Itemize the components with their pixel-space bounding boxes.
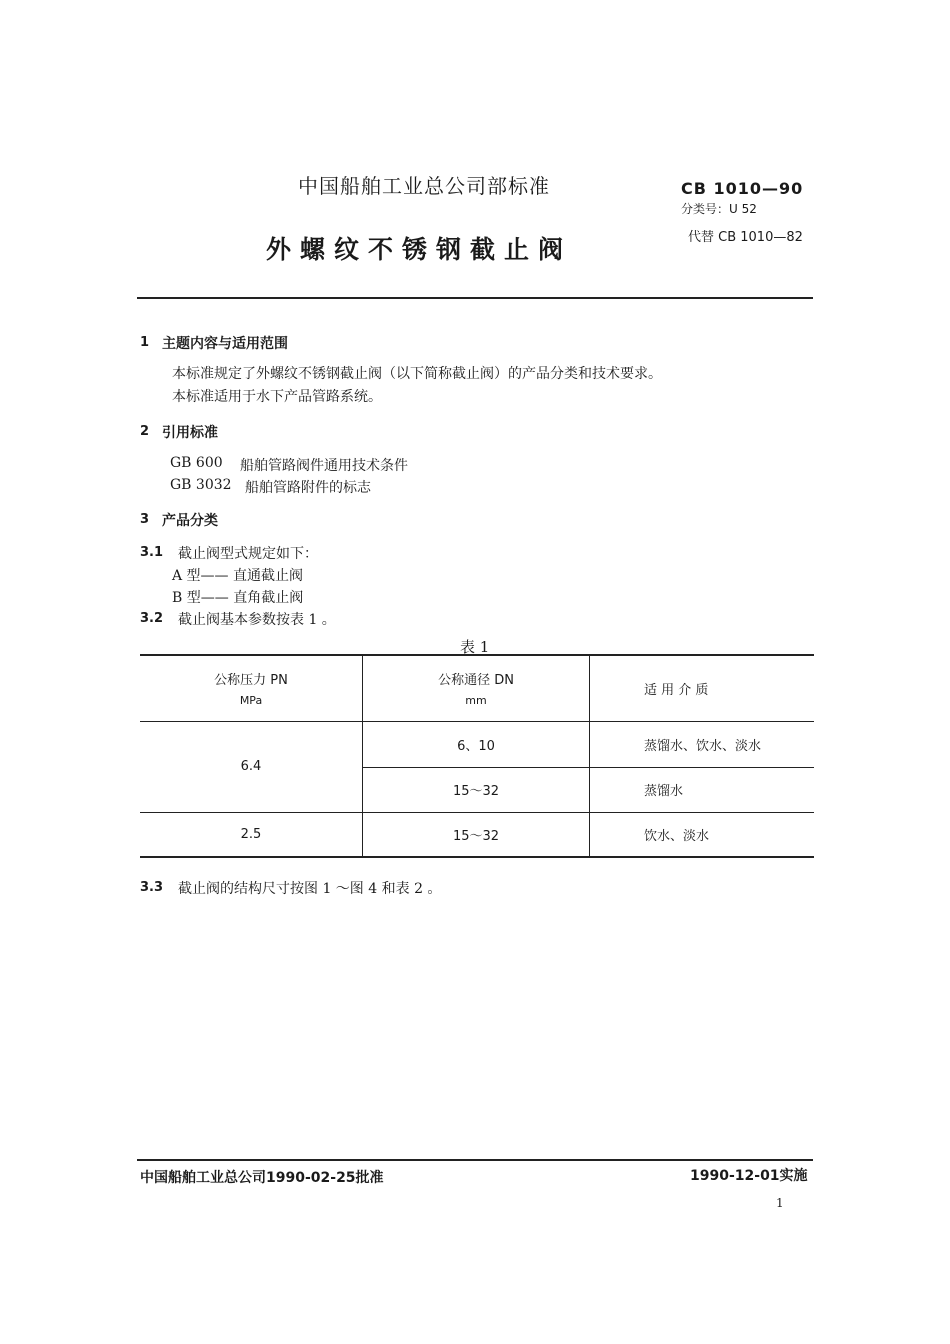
header-pn-unit: MPa [239, 694, 263, 708]
header-divider [137, 297, 813, 299]
cell-medium: 饮水、淡水 [644, 828, 710, 844]
section-1-paragraph-1: 本标准规定了外螺纹不锈钢截止阀（以下简称截止阀）的产品分类和技术要求。 [172, 366, 662, 382]
replaces-standard: 代替 CB 1010—82 [688, 230, 803, 245]
table-row [140, 721, 814, 767]
cell-dn: 6、10 [363, 721, 590, 767]
reference-title: 船舶管路附件的标志 [245, 480, 371, 496]
cell-medium: 蒸馏水 [644, 784, 684, 799]
table-header-row [140, 655, 814, 721]
effective-date: 1990-12-01实施 [690, 1168, 808, 1184]
cell-dn: 15～32 [363, 767, 590, 812]
table-row [140, 812, 814, 857]
clause-3-2-number: 3.2 [140, 611, 164, 626]
reference-code: GB 3032 [170, 477, 232, 493]
type-b-definition: B 型—— 直角截止阀 [172, 590, 304, 606]
issuer-line: 中国船舶工业总公司部标准 [298, 174, 550, 198]
document-title: 外螺纹不锈钢截止阀 [266, 235, 573, 264]
cell-dn: 15～32 [363, 812, 590, 857]
page-number: 1 [776, 1196, 784, 1210]
clause-3-2-text: 截止阀基本参数按表 1 。 [178, 612, 336, 628]
section-2-number: 2 [140, 424, 150, 439]
clause-3-1-text: 截止阀型式规定如下： [178, 546, 318, 562]
parameter-table [140, 654, 814, 858]
standard-code: CB 1010—90 [681, 179, 804, 198]
header-dn-label: 公称通径 DN [438, 673, 514, 689]
section-3-title: 产品分类 [162, 513, 218, 529]
header-medium: 适 用 介 质 [644, 682, 709, 698]
table-1-caption: 表 1 [460, 638, 490, 656]
approval-line: 中国船舶工业总公司1990-02-25批准 [140, 1170, 384, 1186]
section-1-title: 主题内容与适用范围 [162, 336, 288, 352]
section-2-title: 引用标准 [162, 425, 218, 441]
cell-medium: 蒸馏水、饮水、淡水 [644, 738, 762, 754]
clause-3-1-number: 3.1 [140, 545, 164, 560]
cell-pn: 6.4 [240, 759, 262, 774]
header-nominal-pressure [140, 655, 363, 721]
section-1-paragraph-2: 本标准适用于水下产品管路系统。 [172, 389, 382, 405]
header-dn-unit: mm [465, 694, 487, 708]
reference-title: 船舶管路阀件通用技术条件 [240, 458, 408, 474]
header-pn-label: 公称压力 PN [214, 673, 288, 689]
footer-divider [137, 1159, 813, 1161]
reference-code: GB 600 [170, 455, 223, 471]
clause-3-3-text: 截止阀的结构尺寸按图 1 ～图 4 和表 2 。 [178, 881, 442, 897]
clause-3-3-number: 3.3 [140, 880, 164, 895]
classification-number: 分类号：U 52 [681, 202, 757, 216]
type-a-definition: A 型—— 直通截止阀 [172, 568, 304, 584]
header-nominal-diameter [363, 655, 590, 721]
cell-pn: 2.5 [240, 826, 262, 842]
section-1-number: 1 [140, 335, 150, 350]
section-3-number: 3 [140, 512, 150, 527]
